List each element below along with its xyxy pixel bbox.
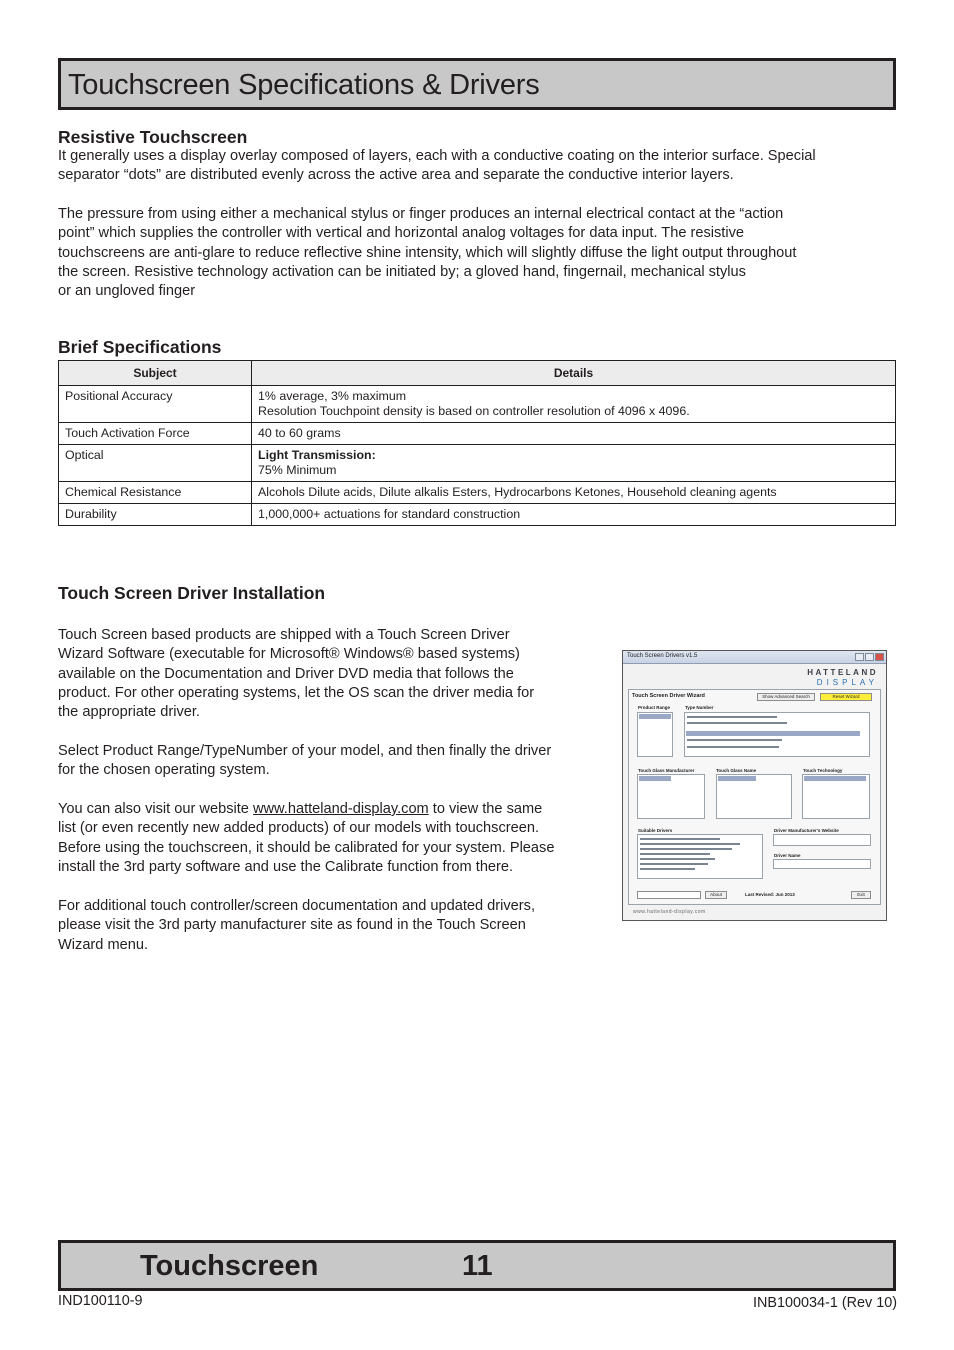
cell-subject: Chemical Resistance bbox=[59, 482, 252, 504]
text-line bbox=[58, 800, 613, 819]
cell-details: 1,000,000+ actuations for standard construction bbox=[252, 504, 896, 526]
wizard-title: Touch Screen Driver Wizard bbox=[632, 693, 705, 699]
technology-label: Touch Technology bbox=[803, 768, 843, 773]
text-line: Before using the touchscreen, it should be calibrated for your system. Please bbox=[58, 839, 555, 856]
list-item bbox=[640, 838, 720, 840]
list-item bbox=[687, 722, 787, 724]
text-line: For additional touch controller/screen documentation and updated drivers, bbox=[58, 898, 536, 914]
product-range-label: Product Range bbox=[638, 705, 671, 710]
advanced-search-button: Show Advanced Search bbox=[757, 693, 815, 701]
brand-logo bbox=[807, 668, 878, 688]
text-line: Touch Screen based products are shipped with a Touch Screen Driver bbox=[58, 627, 510, 643]
specs-heading: Brief Specifications bbox=[58, 337, 222, 357]
url-field bbox=[637, 891, 701, 899]
driver-wizard-screenshot bbox=[622, 650, 887, 921]
list-selection bbox=[639, 714, 671, 719]
column-header-details: Details bbox=[252, 361, 896, 386]
doc-id-left: IND100110-9 bbox=[58, 1293, 143, 1309]
list-item bbox=[687, 739, 782, 741]
manufacturer-site-label: Driver Manufacturer's Website bbox=[774, 828, 839, 833]
drivers-list bbox=[637, 834, 763, 879]
page-title-bar bbox=[58, 58, 896, 110]
text-line: Wizard Software (executable for Microsoft® Windows® based systems) bbox=[58, 646, 520, 663]
footer-label: Touchscreen bbox=[140, 1250, 319, 1282]
install-paragraph-4 bbox=[58, 897, 613, 955]
text-line: point” which supplies the controller with vertical and horizontal analog voltages for data input. The resistive bbox=[58, 225, 745, 242]
cell-subject: Touch Activation Force bbox=[59, 423, 252, 445]
list-item bbox=[687, 716, 777, 718]
text-span: to view the same bbox=[428, 801, 543, 817]
detail-line: 1% average, 3% maximum bbox=[258, 389, 407, 403]
list-selection bbox=[804, 776, 866, 781]
window-titlebar bbox=[623, 651, 886, 664]
resistive-paragraph-2 bbox=[58, 205, 898, 301]
glass-name-label: Touch Glass Name bbox=[716, 768, 757, 773]
text-line: or an ungloved finger bbox=[58, 283, 196, 300]
text-line: Select Product Range/TypeNumber of your model, and then finally the driver bbox=[58, 743, 552, 759]
driver-name-field bbox=[773, 859, 871, 869]
list-item bbox=[640, 843, 740, 845]
text-line: please visit the 3rd party manufacturer site as found in the Touch Screen bbox=[58, 917, 526, 934]
screenshot-footer-url: www.hatteland-display.com bbox=[633, 909, 706, 915]
manufacturer-site-field bbox=[773, 834, 871, 846]
table-row bbox=[59, 386, 896, 423]
list-item bbox=[640, 848, 732, 850]
type-number-label: Type Number bbox=[685, 705, 714, 710]
cell-subject: Durability bbox=[59, 504, 252, 526]
install-heading: Touch Screen Driver Installation bbox=[58, 583, 326, 603]
list-item bbox=[687, 746, 779, 748]
column-header-subject: Subject bbox=[59, 361, 252, 386]
doc-id-right: INB100034-1 (Rev 10) bbox=[753, 1295, 897, 1311]
list-selection bbox=[639, 776, 671, 781]
about-button: About bbox=[705, 891, 727, 899]
cell-details bbox=[252, 386, 896, 423]
text-line: for the chosen operating system. bbox=[58, 762, 270, 779]
page-number: 11 bbox=[462, 1250, 493, 1282]
table-row bbox=[59, 504, 896, 526]
drivers-label: Suitable Drivers bbox=[638, 828, 673, 833]
cell-details bbox=[252, 445, 896, 482]
cell-subject: Optical bbox=[59, 445, 252, 482]
cell-details: 40 to 60 grams bbox=[252, 423, 896, 445]
resistive-heading: Resistive Touchscreen bbox=[58, 127, 248, 147]
detail-line: Light Transmission: bbox=[258, 448, 376, 462]
list-item bbox=[640, 863, 708, 865]
glass-manufacturer-label: Touch Glass Manufacturer bbox=[638, 768, 695, 773]
text-span: You can also visit our website bbox=[58, 801, 253, 817]
list-selection bbox=[718, 776, 756, 781]
install-paragraph-2 bbox=[58, 742, 613, 781]
list-selection bbox=[686, 731, 860, 736]
text-line: Wizard menu. bbox=[58, 936, 149, 953]
footer-bar bbox=[58, 1240, 896, 1291]
install-paragraph-3 bbox=[58, 800, 613, 877]
text-line: the screen. Resistive technology activation can be initiated by; a gloved hand, fingernail, mechanical stylus bbox=[58, 263, 746, 280]
specs-table bbox=[58, 360, 896, 526]
table-row bbox=[59, 482, 896, 504]
resistive-paragraph-1 bbox=[58, 147, 898, 186]
table-row bbox=[59, 445, 896, 482]
website-link[interactable]: www.hatteland-display.com bbox=[252, 801, 429, 817]
cell-details: Alcohols Dilute acids, Dilute alkalis Esters, Hydrocarbons Ketones, Household cleaning agents bbox=[252, 482, 896, 504]
window-title: Touch Screen Drivers v1.5 bbox=[627, 653, 698, 659]
list-item bbox=[640, 868, 695, 870]
minimize-icon bbox=[855, 653, 864, 661]
text-line: install the 3rd party software and use the Calibrate function from there. bbox=[58, 858, 514, 875]
install-paragraph-1 bbox=[58, 626, 613, 722]
text-line: list (or even recently new added products) of our models with touchscreen. bbox=[58, 820, 540, 837]
text-line: the appropriate driver. bbox=[58, 704, 200, 721]
brand-subname: DISPLAY bbox=[816, 678, 878, 687]
table-header-row bbox=[59, 361, 896, 386]
driver-name-label: Driver Name bbox=[774, 853, 801, 858]
table-row bbox=[59, 423, 896, 445]
reset-wizard-button: Reset Wizard bbox=[820, 693, 872, 701]
text-line: touchscreens are anti-glare to reduce reflective shine intensity, which will slightly diffuse the light output throughout bbox=[58, 244, 797, 261]
close-icon bbox=[875, 653, 884, 661]
page-title: Touchscreen Specifications & Drivers bbox=[68, 69, 540, 101]
exit-button: Exit bbox=[851, 891, 871, 899]
text-line: The pressure from using either a mechanical stylus or finger produces an internal electrical contact at the “action bbox=[58, 206, 784, 222]
text-line: available on the Documentation and Driver DVD media that follows the bbox=[58, 665, 514, 682]
text-line: product. For other operating systems, let the OS scan the driver media for bbox=[58, 684, 535, 701]
list-item bbox=[640, 853, 710, 855]
text-line: separator “dots” are distributed evenly across the active area and separate the conductive interior layers. bbox=[58, 167, 734, 184]
cell-subject: Positional Accuracy bbox=[59, 386, 252, 423]
window-controls bbox=[855, 653, 884, 661]
text-line: It generally uses a display overlay composed of layers, each with a conductive coating on the interior surface. Special bbox=[58, 148, 816, 164]
last-revised-label: Last Revised: Jun 2013 bbox=[745, 892, 795, 897]
brand-name: HATTELAND bbox=[807, 668, 878, 677]
maximize-icon bbox=[865, 653, 874, 661]
detail-line: 75% Minimum bbox=[258, 463, 337, 477]
detail-line: Resolution Touchpoint density is based on controller resolution of 4096 x 4096. bbox=[258, 404, 690, 418]
list-item bbox=[640, 858, 715, 860]
